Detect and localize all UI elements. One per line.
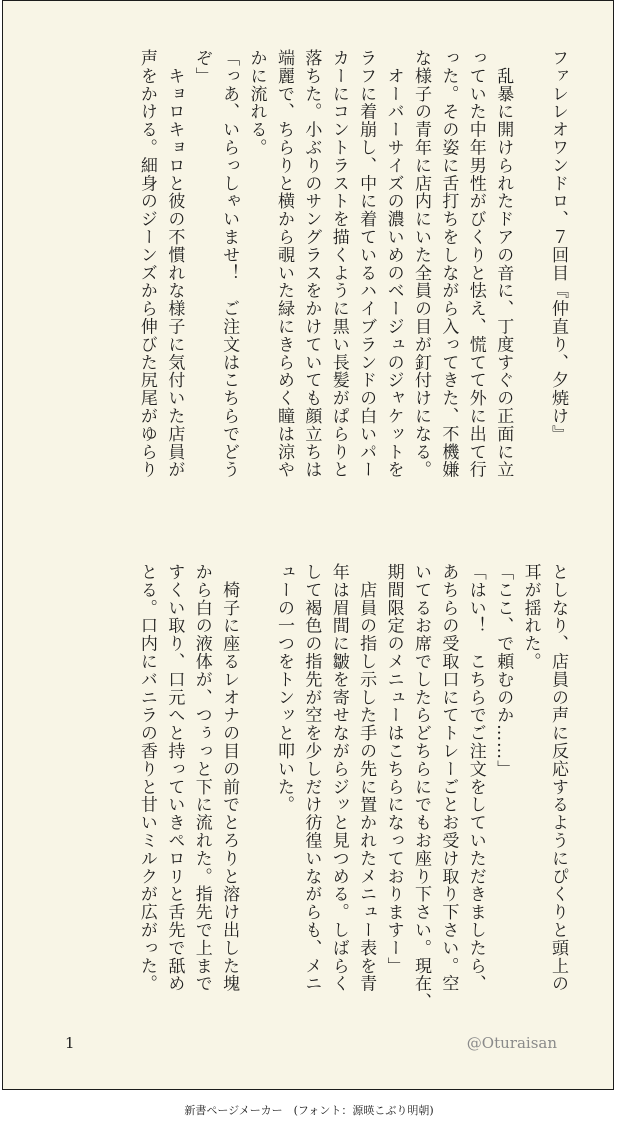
text-line: 声をかける。細身のジーンズから伸びた尻尾がゆらり	[136, 49, 157, 479]
text-line: な様子の青年に店内にいた全員の目が釘付けになる。	[410, 49, 431, 479]
text-line: ューの一つをトンッと叩いた。	[273, 563, 294, 814]
text-line: 「はい！ こちらでご注文をしていただきましたら、	[465, 563, 486, 993]
text-line: すくい取り、口元へと持っていきペロリと舌先で舐め	[164, 563, 185, 993]
author-handle: @Oturaisan	[466, 1034, 557, 1052]
text-line: ファレレオワンドロ、７回目『仲直り、夕焼け』	[548, 49, 568, 443]
text-line: オーバーサイズの濃いめのベージュのジャケットを	[383, 49, 404, 479]
text-block-upper	[51, 49, 571, 529]
text-line: った。その姿に舌打ちをしながら入ってきた、不機嫌	[438, 49, 459, 479]
text-line: 「ここ、で頼むのか……」	[493, 563, 514, 778]
text-line: ぞ」	[191, 49, 212, 85]
text-line: 落ちた。小ぶりのサングラスをかけていても顔立ちは	[301, 49, 322, 479]
text-block-lower	[51, 563, 571, 1011]
text-line: 期間限定のメニューはこちらになっておりますー」	[383, 563, 404, 975]
text-line: とる。口内にバニラの香りと甘いミルクが広がった。	[136, 563, 157, 993]
text-line: 乱暴に開けられたドアの音に、丁度すぐの正面に立	[493, 49, 514, 479]
text-line: 店員の指し示した手の先に置かれたメニュー表を青	[356, 563, 377, 993]
text-line: としなり、店員の声に反応するようにぴくりと頭上の	[548, 563, 568, 993]
text-line: 耳が揺れた。	[520, 563, 541, 671]
text-line: カーにコントラストを描くように黒い長髪がぱらりと	[328, 49, 349, 479]
text-line: 椅子に座るレオナの目の前でとろりと溶け出した塊	[219, 563, 240, 993]
text-line: 端麗で、ちらりと横から覗いた緑にきらめく瞳は涼や	[273, 49, 294, 479]
text-line: ラフに着崩し、中に着ているハイブランドの白いパー	[356, 49, 377, 479]
text-line: から白の液体が、つぅっと下に流れた。指先で上まで	[191, 563, 212, 993]
text-line: っていた中年男性がびくりと怯え、慌てて外に出て行	[465, 49, 486, 479]
footer-credit: 新書ページメーカー (フォント：源暎こぶり明朝)	[184, 1104, 434, 1117]
text-line	[516, 49, 543, 529]
text-line	[242, 563, 269, 993]
novel-page	[2, 0, 614, 1090]
text-line: いてるお席でしたらどちらにでもお座り下さい。現在、	[410, 563, 431, 1011]
text-line: かに流れる。	[246, 49, 267, 157]
page-number: 1	[65, 1034, 75, 1052]
text-line: 年は眉間に皺を寄せながらジッと見つめる。しばらく	[328, 563, 349, 993]
text-line: あちらの受取口にてトレーごとお受け取り下さい。空	[438, 563, 459, 993]
text-line: 「っあ、いらっしゃいませ！ ご注文はこちらでどう	[219, 49, 240, 479]
text-line: して褐色の指先が空を少しだけ彷徨いながらも、メニ	[301, 563, 322, 993]
text-line: キョロキョロと彼の不慣れな様子に気付いた店員が	[164, 49, 185, 479]
